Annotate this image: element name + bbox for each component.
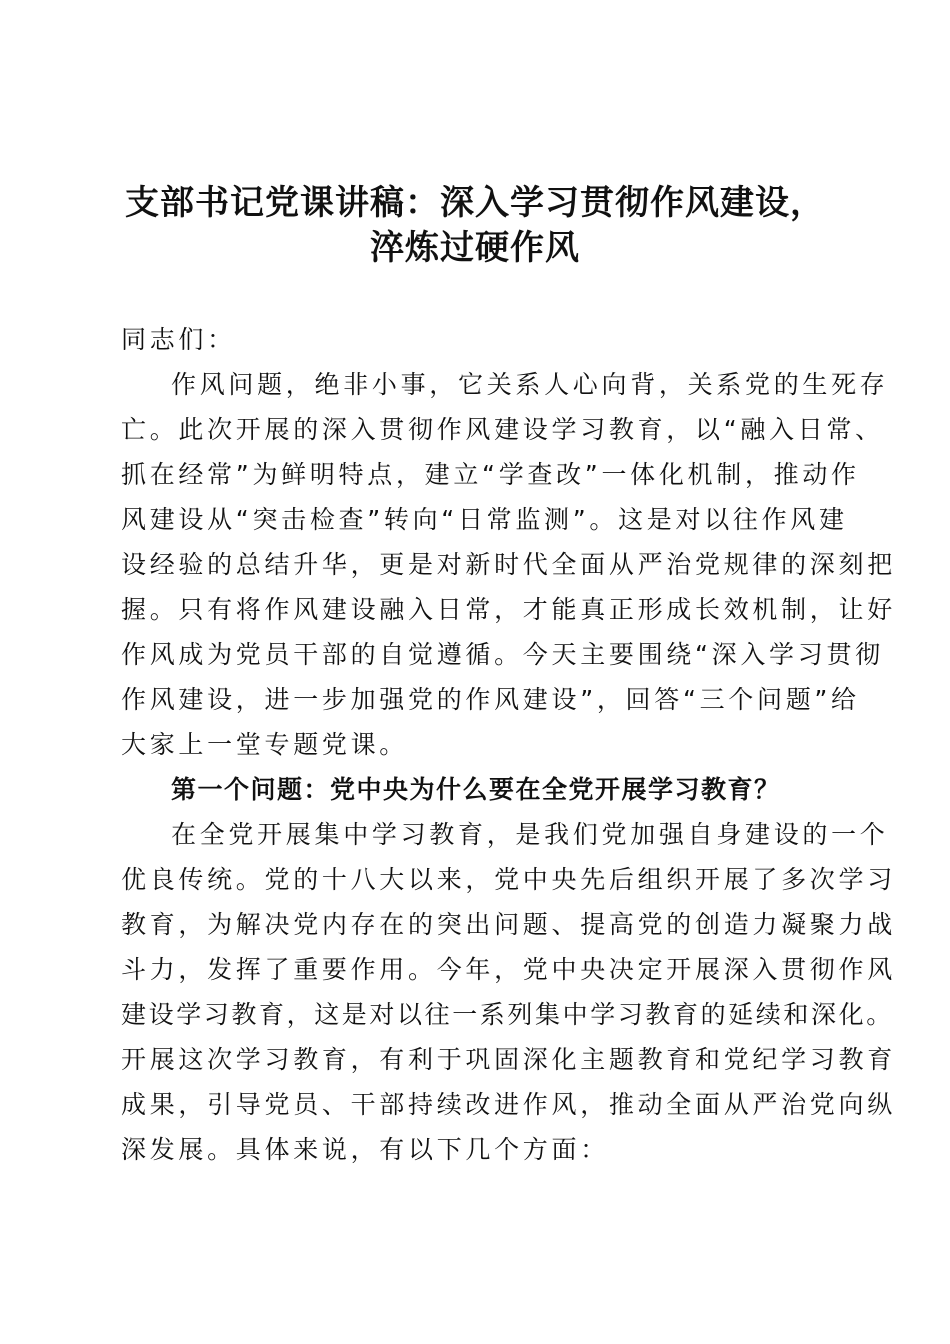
paragraph-2-line: 建设学习教育，这是对以往一系列集中学习教育的延续和深化。 bbox=[121, 1000, 894, 1029]
document-title-line-1: 支部书记党课讲稿：深入学习贯彻作风建设， bbox=[125, 183, 825, 223]
salutation: 同志们： bbox=[121, 325, 236, 354]
paragraph-1-line: 亡。此次开展的深入贯彻作风建设学习教育，以“融入日常、 bbox=[121, 415, 884, 444]
paragraph-1-line: 设经验的总结升华，更是对新时代全面从严治党规律的深刻把 bbox=[121, 550, 896, 579]
paragraph-1-line: 作风问题，绝非小事，它关系人心向背，关系党的生死存 bbox=[171, 370, 889, 399]
paragraph-2-line: 开展这次学习教育，有利于巩固深化主题教育和党纪学习教育 bbox=[121, 1045, 896, 1074]
document-title-line-2: 淬炼过硬作风 bbox=[370, 228, 580, 268]
paragraph-2-line: 优良传统。党的十八大以来，党中央先后组织开展了多次学习 bbox=[121, 865, 896, 894]
section-1-heading: 第一个问题：党中央为什么要在全党开展学习教育？ bbox=[171, 775, 781, 804]
paragraph-2-line: 在全党开展集中学习教育，是我们党加强自身建设的一个 bbox=[171, 820, 889, 849]
paragraph-1-line: 风建设从“突击检查”转向“日常监测”。这是对以往作风建 bbox=[121, 505, 848, 534]
paragraph-1-line: 作风成为党员干部的自觉遵循。今天主要围绕“深入学习贯彻 bbox=[121, 640, 884, 669]
paragraph-1-line: 作风建设，进一步加强党的作风建设”，回答“三个问题”给 bbox=[121, 685, 860, 714]
paragraph-2-line: 成果，引导党员、干部持续改进作风，推动全面从严治党向纵 bbox=[121, 1090, 896, 1119]
paragraph-1-line: 握。只有将作风建设融入日常，才能真正形成长效机制，让好 bbox=[121, 595, 896, 624]
paragraph-1-line: 抓在经常”为鲜明特点，建立“学查改”一体化机制，推动作 bbox=[121, 460, 860, 489]
paragraph-1-line: 大家上一堂专题党课。 bbox=[121, 730, 409, 759]
paragraph-2-line: 深发展。具体来说，有以下几个方面： bbox=[121, 1135, 609, 1164]
paragraph-2-line: 教育，为解决党内存在的突出问题、提高党的创造力凝聚力战 bbox=[121, 910, 896, 939]
paragraph-2-line: 斗力，发挥了重要作用。今年，党中央决定开展深入贯彻作风 bbox=[121, 955, 896, 984]
